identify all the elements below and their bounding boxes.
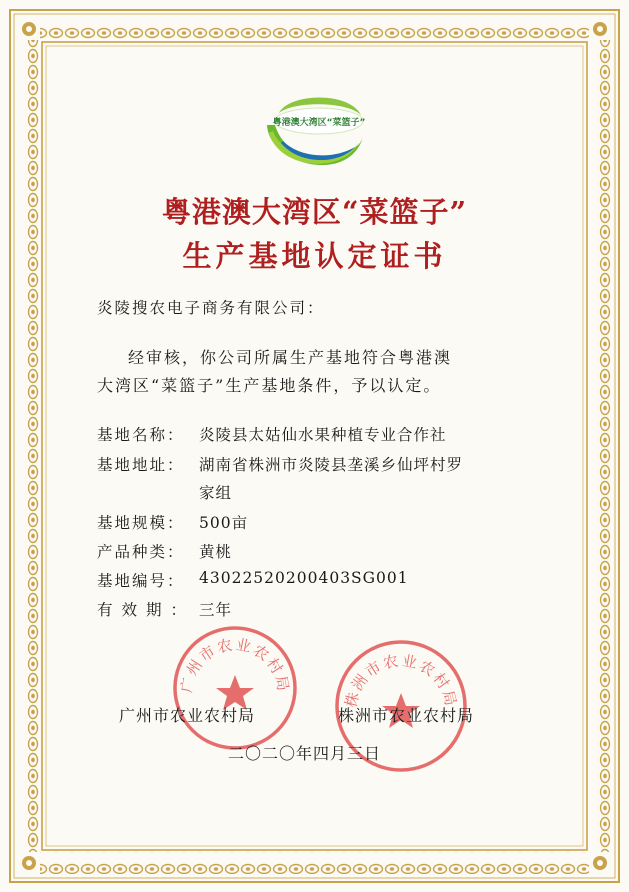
- approval-text-line1: 经审核，你公司所属生产基地符合粤港澳: [128, 348, 453, 367]
- official-seal-guangzhou: [170, 623, 300, 753]
- approval-text-line2: 大湾区“菜篮子”生产基地条件，予以认定。: [97, 376, 442, 395]
- basket-logo: [259, 85, 371, 179]
- field-value: 湖南省株洲市炎陵县垄溪乡仙坪村罗: [199, 456, 464, 474]
- field-label: 基地地址：: [97, 456, 185, 474]
- field-value: 炎陵县太姑仙水果种植专业合作社: [199, 426, 447, 444]
- field-validity: [97, 598, 232, 620]
- issuer-zhuzhou: 株洲市农业农村局: [338, 706, 475, 725]
- certificate-title-line1: 粤港澳大湾区“菜篮子”: [161, 195, 468, 229]
- field-label: 基地编号：: [97, 572, 185, 590]
- field-value: 三年: [199, 601, 233, 619]
- logo-text: 粤港澳大湾区“菜篮子”: [272, 118, 366, 128]
- field-base-name: [97, 423, 447, 445]
- field-base-scale: [97, 511, 248, 533]
- field-value: 500亩: [199, 514, 249, 532]
- field-label: 产品种类：: [97, 543, 185, 561]
- field-label: 基地名称：: [97, 426, 185, 444]
- seal-text: 广州市农业农村局: [177, 635, 293, 695]
- field-label: 基地规模：: [97, 514, 185, 532]
- field-label: 有效期：: [97, 601, 196, 619]
- field-value: 黄桃: [199, 543, 233, 561]
- issuer-guangzhou: 广州市农业农村局: [119, 706, 256, 725]
- field-base-address: [97, 453, 463, 475]
- issue-date: 二〇二〇年四月三日: [228, 744, 382, 763]
- certificate-title-line2: 生产基地认定证书: [182, 239, 447, 273]
- field-base-code: [97, 569, 409, 591]
- field-value: 43022520200403SG001: [199, 569, 409, 587]
- field-value-continued: 家组: [199, 484, 233, 502]
- field-product-type: [97, 540, 232, 562]
- seal-text: 株洲市农业农村局: [341, 651, 461, 710]
- recipient-company: 炎陵搜农电子商务有限公司：: [97, 299, 325, 317]
